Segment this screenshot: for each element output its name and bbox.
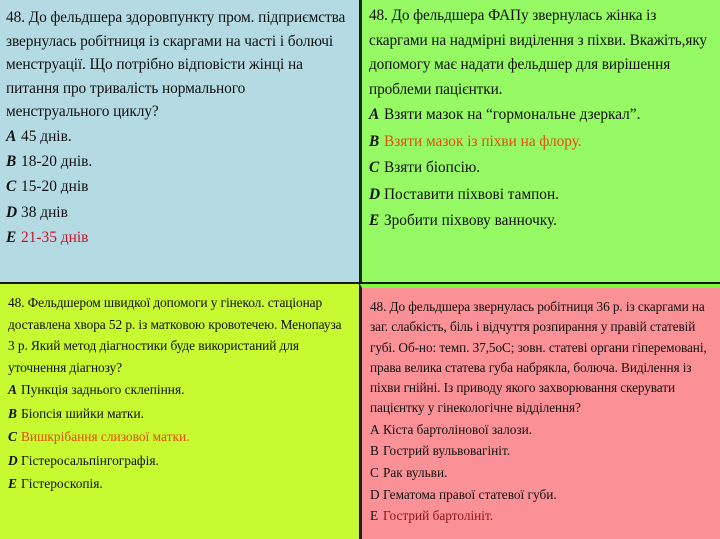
answer-text: Зробити піхвову ванночку. xyxy=(384,212,557,229)
answer-text: Гострий бартолініт. xyxy=(383,508,494,524)
answer-option-d[interactable] xyxy=(369,182,714,208)
answer-letter: B xyxy=(6,153,17,171)
answer-letter: B xyxy=(369,132,380,150)
answer-option-e[interactable] xyxy=(6,225,351,250)
answer-list xyxy=(6,124,351,250)
question-text: 48. До фельдшера здоровпункту пром. підприємства звернулась робітниця із скаргами на часті і болючі менструації. Що потрібно відповісти жінці на питання про тривалість нормального менструального циклу? xyxy=(6,9,346,121)
slide-panel-bottom-left xyxy=(0,284,359,539)
answer-letter: B xyxy=(370,443,379,459)
answer-list xyxy=(8,378,351,495)
answer-letter: A xyxy=(369,106,380,124)
answer-option-e[interactable] xyxy=(8,472,351,495)
answer-option-d[interactable] xyxy=(6,200,351,225)
answer-option-d[interactable] xyxy=(370,484,714,506)
answer-option-b[interactable] xyxy=(370,440,714,462)
answer-letter: A xyxy=(370,421,380,437)
answer-text: Біопсія шийки матки. xyxy=(21,405,144,421)
answer-text: Рак вульви. xyxy=(383,464,448,480)
slide-panel-top-left xyxy=(0,0,359,282)
answer-letter: D xyxy=(369,185,381,203)
answer-list xyxy=(369,102,714,234)
question-text: 48. Фельдшером швидкої допомоги у гінекол. стаціонар доставлена хвора 52 р. із матковою кровотечею. Менопауза 3 р. Який метод діагностики буде використаний для уточнення діагнозу? xyxy=(8,295,342,375)
question-text: 48. До фельдшера звернулась робітниця 36 р. із скаргами на заг. слабкість, біль і відчуття розпирання у правій статевій губі. Об-но: темп. 37,5оС; зовн. статеві органи гіперемовані, права велика статева губа набрякла, болюча. Виділення із піхви гнійні. Із приводу якого захворювання скерувати пацієнтку у гінекологічне відділення? xyxy=(370,299,707,416)
answer-option-a[interactable] xyxy=(370,419,714,441)
answer-letter: E xyxy=(8,476,17,491)
slide-panel-top-right xyxy=(360,0,720,282)
answer-text: 18-20 днів. xyxy=(21,153,93,171)
answer-letter: E xyxy=(6,228,17,246)
answer-text: Гематома правої статевої губи. xyxy=(383,486,557,502)
answer-text: Пункція заднього склепіння. xyxy=(21,382,185,398)
answer-option-a[interactable] xyxy=(369,102,714,128)
answer-option-b[interactable] xyxy=(6,149,351,174)
answer-letter: D xyxy=(8,452,18,468)
answer-letter: A xyxy=(8,382,17,398)
answer-option-d[interactable] xyxy=(8,449,351,472)
answer-text: Поставити піхвові тампон. xyxy=(384,185,559,203)
answer-text: Взяти біопсію. xyxy=(384,159,481,177)
answer-letter: C xyxy=(6,178,17,196)
answer-letter: C xyxy=(8,429,17,445)
answer-option-e[interactable] xyxy=(369,208,714,234)
answer-option-e[interactable] xyxy=(370,505,714,527)
answer-list xyxy=(370,419,714,527)
answer-letter: D xyxy=(6,203,18,221)
answer-option-c[interactable] xyxy=(369,155,714,181)
question-text: 48. До фельдшера ФАПу звернулась жінка із скаргами на надмірні виділення з піхви. Вкажіть,яку допомогу має надати фельдшер для вирішення проблеми пацієнтки. xyxy=(369,7,707,98)
answer-option-b[interactable] xyxy=(8,402,351,425)
answer-option-a[interactable] xyxy=(8,378,351,401)
answer-text: Взяти мазок на “гормональне дзеркал”. xyxy=(384,106,641,124)
slide-panel-bottom-right xyxy=(360,284,720,539)
answer-text: Взяти мазок із піхви на флору. xyxy=(384,132,582,150)
answer-letter: C xyxy=(369,159,380,177)
answer-letter: A xyxy=(6,127,17,145)
answer-option-a[interactable] xyxy=(6,124,351,149)
answer-text: 38 днів xyxy=(21,203,68,221)
answer-option-c[interactable] xyxy=(8,425,351,448)
answer-text: 45 днів. xyxy=(21,127,72,145)
answer-text: Кіста бартолінової залози. xyxy=(383,421,533,437)
answer-text: Гострий вульвовагініт. xyxy=(383,443,511,459)
answer-text: 15-20 днів xyxy=(21,178,89,196)
answer-text: Вишкрібання слизової матки. xyxy=(21,429,190,445)
answer-letter: E xyxy=(369,212,380,229)
answer-letter: B xyxy=(8,405,17,421)
answer-text: 21-35 днів xyxy=(21,228,89,246)
answer-letter: D xyxy=(370,486,380,502)
answer-letter: C xyxy=(370,464,379,480)
answer-option-c[interactable] xyxy=(6,174,351,199)
answer-text: Гістероскопія. xyxy=(21,476,103,491)
answer-text: Гістеросальпінгографія. xyxy=(21,452,159,468)
answer-option-c[interactable] xyxy=(370,462,714,484)
answer-option-b[interactable] xyxy=(369,129,714,155)
answer-letter: E xyxy=(370,508,379,524)
